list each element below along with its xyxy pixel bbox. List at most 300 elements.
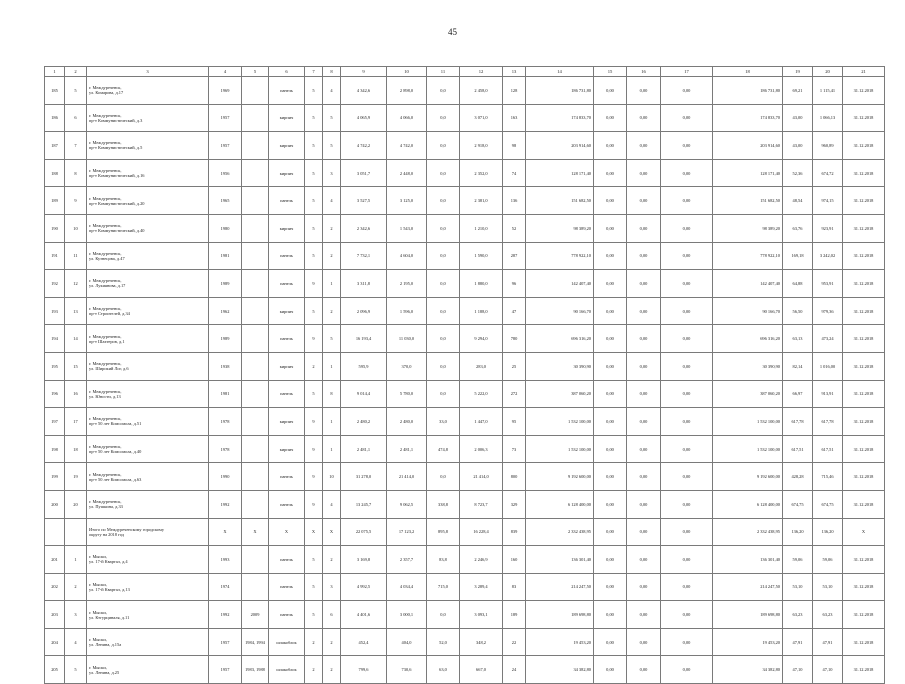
row-number-cell: 191 (45, 242, 65, 270)
max-unit-cost-cell: 53,10 (813, 573, 843, 601)
wall-material-cell: кирпич (269, 352, 305, 380)
row-number-cell: 186 (45, 104, 65, 132)
residential-area-cell: 8 723,7 (460, 490, 503, 518)
residential-area-cell: 2 246,9 (460, 546, 503, 574)
address-cell (87, 463, 209, 491)
completion-date-cell: 31.12.2018 (843, 601, 885, 629)
sub-number-cell: 20 (65, 490, 87, 518)
fund-cell-3: 0,00 (661, 628, 713, 656)
floors-cell: 9 (305, 435, 323, 463)
residential-area-cell: 2 918,0 (460, 132, 503, 160)
residents-cell: 25 (503, 352, 526, 380)
fund-cell-1: 0,00 (594, 518, 627, 546)
nonresidential-area-cell: 0,0 (427, 242, 460, 270)
column-header: 21 (843, 67, 885, 77)
total-cost-cell: 142 407,40 (713, 270, 783, 298)
unit-cost-cell: 617,51 (783, 435, 813, 463)
row-number-cell: 194 (45, 325, 65, 353)
fund-cell-3: 0,00 (661, 297, 713, 325)
max-unit-cost-cell: 913,91 (813, 380, 843, 408)
fund-cell-3: 0,00 (661, 601, 713, 629)
floors-cell: 5 (305, 187, 323, 215)
fund-cell-1: 0,00 (594, 270, 627, 298)
floors-cell: 5 (305, 132, 323, 160)
address-line-2: ул. Пушкина, д.33 (89, 504, 123, 510)
year-built-cell: 1992 (209, 601, 242, 629)
residents-cell: 780 (503, 325, 526, 353)
fund-cell-3: 0,00 (661, 270, 713, 298)
total-area-cell: 22 075,5 (341, 518, 387, 546)
unit-cost-cell: 43,00 (783, 132, 813, 160)
completion-date-cell: 31.12.2018 (843, 408, 885, 436)
fund-cell-3: 0,00 (661, 132, 713, 160)
row-number-cell: 185 (45, 77, 65, 105)
total-cost-cell: 9 192 600,00 (713, 463, 783, 491)
row-number-cell: 199 (45, 463, 65, 491)
floors-cell: 5 (305, 214, 323, 242)
column-header: 15 (594, 67, 627, 77)
sub-number-cell: 8 (65, 159, 87, 187)
premises-area-cell: 2 448,0 (387, 159, 427, 187)
row-number-cell: 189 (45, 187, 65, 215)
total-area-cell: 2 342,6 (341, 214, 387, 242)
nonresidential-area-cell: 0,0 (427, 380, 460, 408)
cost-cell: 34 382,80 (526, 656, 594, 684)
year-renovated-cell (242, 270, 269, 298)
completion-date-cell: 31.12.2018 (843, 546, 885, 574)
total-area-cell: 4 342,6 (341, 77, 387, 105)
fund-cell-2: 0,00 (627, 380, 661, 408)
residential-area-cell: 348,2 (460, 628, 503, 656)
residents-cell: 128 (503, 77, 526, 105)
entrances-cell: 3 (323, 573, 341, 601)
address-line-2: ул. 17-й Квартал, д.13 (89, 586, 130, 592)
address-line-1: г. Междуреченск, (89, 333, 122, 339)
sub-number-cell: 11 (65, 242, 87, 270)
nonresidential-area-cell: 0,0 (427, 352, 460, 380)
address-line-1: г. Междуреченск, (89, 361, 122, 367)
fund-cell-1: 0,00 (594, 656, 627, 684)
completion-date-cell: 31.12.2018 (843, 187, 885, 215)
wall-material-cell: панель (269, 270, 305, 298)
year-built-cell: 1965 (209, 187, 242, 215)
address-cell (87, 297, 209, 325)
cost-cell: 1 532 100,00 (526, 408, 594, 436)
fund-cell-2: 0,00 (627, 187, 661, 215)
residential-area-cell: 1 590,0 (460, 242, 503, 270)
floors-cell: 9 (305, 325, 323, 353)
sub-number-cell: 15 (65, 352, 87, 380)
table-row (45, 380, 885, 408)
total-area-cell: 31 278,0 (341, 463, 387, 491)
year-built-cell: 1957 (209, 656, 242, 684)
premises-area-cell: 2 898,0 (387, 77, 427, 105)
floors-cell: 5 (305, 77, 323, 105)
residents-cell: 47 (503, 297, 526, 325)
sub-number-cell: 13 (65, 297, 87, 325)
address-line-2: ул. Ленина, д.15а (89, 642, 122, 648)
nonresidential-area-cell: 33,0 (427, 408, 460, 436)
fund-cell-1: 0,00 (594, 380, 627, 408)
address-cell (87, 628, 209, 656)
year-renovated-cell: 2009 (242, 601, 269, 629)
completion-date-cell: 31.12.2018 (843, 490, 885, 518)
year-renovated-cell (242, 546, 269, 574)
nonresidential-area-cell: 0,0 (427, 270, 460, 298)
premises-area-cell: 5 780,0 (387, 380, 427, 408)
column-header: 1 (45, 67, 65, 77)
fund-cell-1: 0,00 (594, 573, 627, 601)
address-cell (87, 104, 209, 132)
entrances-cell: 1 (323, 408, 341, 436)
fund-cell-1: 0,00 (594, 435, 627, 463)
total-area-cell: 3 169,8 (341, 546, 387, 574)
completion-date-cell: 31.12.2018 (843, 104, 885, 132)
year-renovated-cell (242, 214, 269, 242)
address-line-1: г. Мыски, (89, 581, 107, 587)
year-renovated-cell (242, 573, 269, 601)
nonresidential-area-cell: 895,8 (427, 518, 460, 546)
premises-area-cell: 21 414,0 (387, 463, 427, 491)
table-row (45, 601, 885, 629)
year-renovated-cell (242, 242, 269, 270)
max-unit-cost-cell: 715,46 (813, 463, 843, 491)
unit-cost-cell: 63,13 (783, 325, 813, 353)
completion-date-cell: 31.12.2018 (843, 380, 885, 408)
year-renovated-cell (242, 132, 269, 160)
address-cell (87, 573, 209, 601)
max-unit-cost-cell: 47,91 (813, 628, 843, 656)
fund-cell-1: 0,00 (594, 490, 627, 518)
fund-cell-2: 0,00 (627, 463, 661, 491)
fund-cell-3: 0,00 (661, 463, 713, 491)
residential-area-cell: 283,0 (460, 352, 503, 380)
total-cost-cell: 387 060,20 (713, 380, 783, 408)
residential-area-cell: 1 880,0 (460, 270, 503, 298)
fund-cell-3: 0,00 (661, 242, 713, 270)
fund-cell-1: 0,00 (594, 159, 627, 187)
entrances-cell: 2 (323, 214, 341, 242)
cost-cell: 151 682,50 (526, 187, 594, 215)
floors-cell: 5 (305, 573, 323, 601)
column-header: 20 (813, 67, 843, 77)
wall-material-cell: кирпич (269, 408, 305, 436)
address-line-2: пр-т Коммунистический, д.3 (89, 117, 143, 123)
column-header: 14 (526, 67, 594, 77)
fund-cell-2: 0,00 (627, 435, 661, 463)
total-row (45, 518, 885, 546)
address-line-2: ул. Комарова, д.17 (89, 90, 124, 96)
fund-cell-2: 0,00 (627, 159, 661, 187)
unit-cost-cell: 428,28 (783, 463, 813, 491)
residential-area-cell: 667,0 (460, 656, 503, 684)
address-line-2: ул. Широкий Лог, д.6 (89, 366, 129, 372)
entrances-cell: 10 (323, 463, 341, 491)
fund-cell-2: 0,00 (627, 132, 661, 160)
fund-cell-1: 0,00 (594, 132, 627, 160)
fund-cell-1: 0,00 (594, 325, 627, 353)
fund-cell-2: 0,00 (627, 601, 661, 629)
row-number-cell: 201 (45, 546, 65, 574)
table-row (45, 573, 885, 601)
sub-number-cell: 19 (65, 463, 87, 491)
cost-cell: 98 389,20 (526, 214, 594, 242)
address-cell (87, 214, 209, 242)
sub-number-cell: 3 (65, 601, 87, 629)
residents-cell: 83 (503, 573, 526, 601)
residential-area-cell: 3 289,4 (460, 573, 503, 601)
wall-material-cell: панель (269, 463, 305, 491)
fund-cell-2: 0,00 (627, 573, 661, 601)
residents-cell: 189 (503, 601, 526, 629)
year-built-cell: 1962 (209, 297, 242, 325)
residential-area-cell: 1 447,0 (460, 408, 503, 436)
residents-cell: 74 (503, 159, 526, 187)
sub-number-cell: 5 (65, 656, 87, 684)
entrances-cell: 2 (323, 656, 341, 684)
wall-material-cell: панель (269, 325, 305, 353)
nonresidential-area-cell: 0,0 (427, 214, 460, 242)
row-number-cell (45, 518, 65, 546)
residential-area-cell: 5 222,0 (460, 380, 503, 408)
entrances-cell: 6 (323, 601, 341, 629)
year-renovated-cell (242, 490, 269, 518)
year-built-cell: 1938 (209, 352, 242, 380)
unit-cost-cell: 43,00 (783, 104, 813, 132)
cost-cell: 6 128 400,00 (526, 490, 594, 518)
table-row (45, 408, 885, 436)
fund-cell-1: 0,00 (594, 601, 627, 629)
residents-cell: 800 (503, 463, 526, 491)
row-number-cell: 190 (45, 214, 65, 242)
fund-cell-1: 0,00 (594, 77, 627, 105)
column-header: 5 (242, 67, 269, 77)
entrances-cell: X (323, 518, 341, 546)
residential-area-cell: 3 071,0 (460, 104, 503, 132)
year-renovated-cell (242, 187, 269, 215)
year-renovated-cell (242, 159, 269, 187)
premises-area-cell: 4 604,0 (387, 242, 427, 270)
nonresidential-area-cell: 0,0 (427, 187, 460, 215)
premises-area-cell: 3 000,1 (387, 601, 427, 629)
wall-material-cell: кирпич (269, 435, 305, 463)
fund-cell-3: 0,00 (661, 104, 713, 132)
cost-cell: 142 407,40 (526, 270, 594, 298)
table-row (45, 325, 885, 353)
fund-cell-1: 0,00 (594, 104, 627, 132)
nonresidential-area-cell: 0,0 (427, 601, 460, 629)
floors-cell: X (305, 518, 323, 546)
floors-cell: 9 (305, 490, 323, 518)
address-line-1: г. Междуреченск, (89, 499, 122, 505)
table-row (45, 463, 885, 491)
address-cell (87, 325, 209, 353)
address-cell (87, 601, 209, 629)
year-built-cell: 1957 (209, 104, 242, 132)
completion-date-cell: 31.12.2018 (843, 159, 885, 187)
unit-cost-cell: 47,91 (783, 628, 813, 656)
total-cost-cell: 19 453,20 (713, 628, 783, 656)
max-unit-cost-cell: 617,51 (813, 435, 843, 463)
entrances-cell: 5 (323, 104, 341, 132)
year-renovated-cell: 1983, 1988 (242, 656, 269, 684)
total-area-cell: 3 527,5 (341, 187, 387, 215)
max-unit-cost-cell: 923,91 (813, 214, 843, 242)
completion-date-cell: X (843, 518, 885, 546)
entrances-cell: 4 (323, 490, 341, 518)
cost-cell: 203 914,60 (526, 132, 594, 160)
nonresidential-area-cell: 0,0 (427, 77, 460, 105)
residential-area-cell: 2 352,0 (460, 159, 503, 187)
cost-cell: 1 532 100,00 (526, 435, 594, 463)
sub-number-cell: 4 (65, 628, 87, 656)
total-area-cell: 9 014,4 (341, 380, 387, 408)
address-line-1: г. Междуреченск, (89, 444, 122, 450)
cost-cell: 696 316,20 (526, 325, 594, 353)
year-built-cell: 1980 (209, 214, 242, 242)
cost-cell: 214 247,50 (526, 573, 594, 601)
premises-area-cell: 11 030,0 (387, 325, 427, 353)
total-cost-cell: 186 731,80 (713, 77, 783, 105)
total-cost-cell: 98 389,20 (713, 214, 783, 242)
address-line-1: г. Междуреченск, (89, 168, 122, 174)
address-cell (87, 270, 209, 298)
sub-number-cell: 17 (65, 408, 87, 436)
wall-material-cell: кирпич (269, 297, 305, 325)
cost-cell: 174 833,70 (526, 104, 594, 132)
completion-date-cell: 31.12.2018 (843, 463, 885, 491)
floors-cell: 5 (305, 601, 323, 629)
unit-cost-cell: 59,06 (783, 546, 813, 574)
total-area-cell: 4 992,5 (341, 573, 387, 601)
entrances-cell: 5 (323, 325, 341, 353)
wall-material-cell: панель (269, 380, 305, 408)
fund-cell-2: 0,00 (627, 325, 661, 353)
year-built-cell: 1989 (209, 325, 242, 353)
premises-area-cell: 17 123,2 (387, 518, 427, 546)
year-renovated-cell (242, 380, 269, 408)
register-table (44, 66, 885, 684)
floors-cell: 2 (305, 352, 323, 380)
address-line-2: ул. Юности, д.13 (89, 393, 121, 399)
address-line-2: ул. Ленина, д.25 (89, 669, 120, 675)
table-row (45, 77, 885, 105)
total-cost-cell: 696 316,20 (713, 325, 783, 353)
column-header: 17 (661, 67, 713, 77)
fund-cell-3: 0,00 (661, 573, 713, 601)
address-line-2: пр-т 50 лет Комсомола, д.51 (89, 421, 142, 427)
residents-cell: 839 (503, 518, 526, 546)
address-line-2: ул. Ктгурциналя, д.11 (89, 614, 130, 620)
row-number-cell: 196 (45, 380, 65, 408)
row-number-cell: 203 (45, 601, 65, 629)
nonresidential-area-cell: 52,0 (427, 628, 460, 656)
sub-number-cell: 10 (65, 214, 87, 242)
cost-cell: 387 060,20 (526, 380, 594, 408)
residential-area-cell: 21 414,0 (460, 463, 503, 491)
row-number-cell: 188 (45, 159, 65, 187)
entrances-cell: 2 (323, 628, 341, 656)
unit-cost-cell: 56,50 (783, 297, 813, 325)
cost-cell: 9 192 600,00 (526, 463, 594, 491)
max-unit-cost-cell: 63,23 (813, 601, 843, 629)
table-row (45, 490, 885, 518)
completion-date-cell: 31.12.2018 (843, 352, 885, 380)
year-built-cell: 1981 (209, 380, 242, 408)
total-area-cell: 2 480,2 (341, 408, 387, 436)
address-line-2: ул. Лукиянова, д.17 (89, 283, 126, 289)
residents-cell: 24 (503, 656, 526, 684)
floors-cell: 5 (305, 546, 323, 574)
total-cost-cell: 151 682,50 (713, 187, 783, 215)
entrances-cell: 2 (323, 297, 341, 325)
entrances-cell: 5 (323, 132, 341, 160)
residential-area-cell: 9 294,0 (460, 325, 503, 353)
row-number-cell: 202 (45, 573, 65, 601)
year-built-cell: X (209, 518, 242, 546)
table-row (45, 628, 885, 656)
fund-cell-3: 0,00 (661, 214, 713, 242)
premises-area-cell: 2 481,1 (387, 435, 427, 463)
year-built-cell: 1956 (209, 159, 242, 187)
premises-area-cell: 370,0 (387, 352, 427, 380)
floors-cell: 5 (305, 159, 323, 187)
premises-area-cell: 730,6 (387, 656, 427, 684)
unit-cost-cell: 69,21 (783, 77, 813, 105)
header-row (45, 67, 885, 77)
wall-material-cell: кирпич (269, 104, 305, 132)
fund-cell-1: 0,00 (594, 408, 627, 436)
residential-area-cell: 2 381,0 (460, 187, 503, 215)
address-cell (87, 518, 209, 546)
sub-number-cell: 16 (65, 380, 87, 408)
cost-cell: 19 453,20 (526, 628, 594, 656)
floors-cell: 5 (305, 104, 323, 132)
unit-cost-cell: 47,10 (783, 656, 813, 684)
address-line-1: г. Междуреченск, (89, 140, 122, 146)
wall-material-cell: панель (269, 77, 305, 105)
row-number-cell: 187 (45, 132, 65, 160)
max-unit-cost-cell: 136,20 (813, 518, 843, 546)
residential-area-cell: 1 210,0 (460, 214, 503, 242)
year-renovated-cell (242, 297, 269, 325)
cost-cell: 90 166,70 (526, 297, 594, 325)
table-row (45, 132, 885, 160)
sub-number-cell: 1 (65, 546, 87, 574)
column-header: 16 (627, 67, 661, 77)
table-row (45, 435, 885, 463)
floors-cell: 5 (305, 297, 323, 325)
completion-date-cell: 31.12.2018 (843, 132, 885, 160)
fund-cell-3: 0,00 (661, 490, 713, 518)
address-line-2: пр-т Коммунистический, д.20 (89, 200, 145, 206)
column-header: 10 (387, 67, 427, 77)
address-cell (87, 159, 209, 187)
fund-cell-1: 0,00 (594, 187, 627, 215)
total-cost-cell: 90 166,70 (713, 297, 783, 325)
nonresidential-area-cell: 0,0 (427, 463, 460, 491)
entrances-cell: 4 (323, 77, 341, 105)
total-area-cell: 595,9 (341, 352, 387, 380)
max-unit-cost-cell: 674,75 (813, 490, 843, 518)
address-cell (87, 242, 209, 270)
max-unit-cost-cell: 1 115,41 (813, 77, 843, 105)
address-line-1: г. Междуреченск, (89, 471, 122, 477)
max-unit-cost-cell: 960,89 (813, 132, 843, 160)
unit-cost-cell: 674,75 (783, 490, 813, 518)
sub-number-cell: 2 (65, 573, 87, 601)
residents-cell: 96 (503, 270, 526, 298)
